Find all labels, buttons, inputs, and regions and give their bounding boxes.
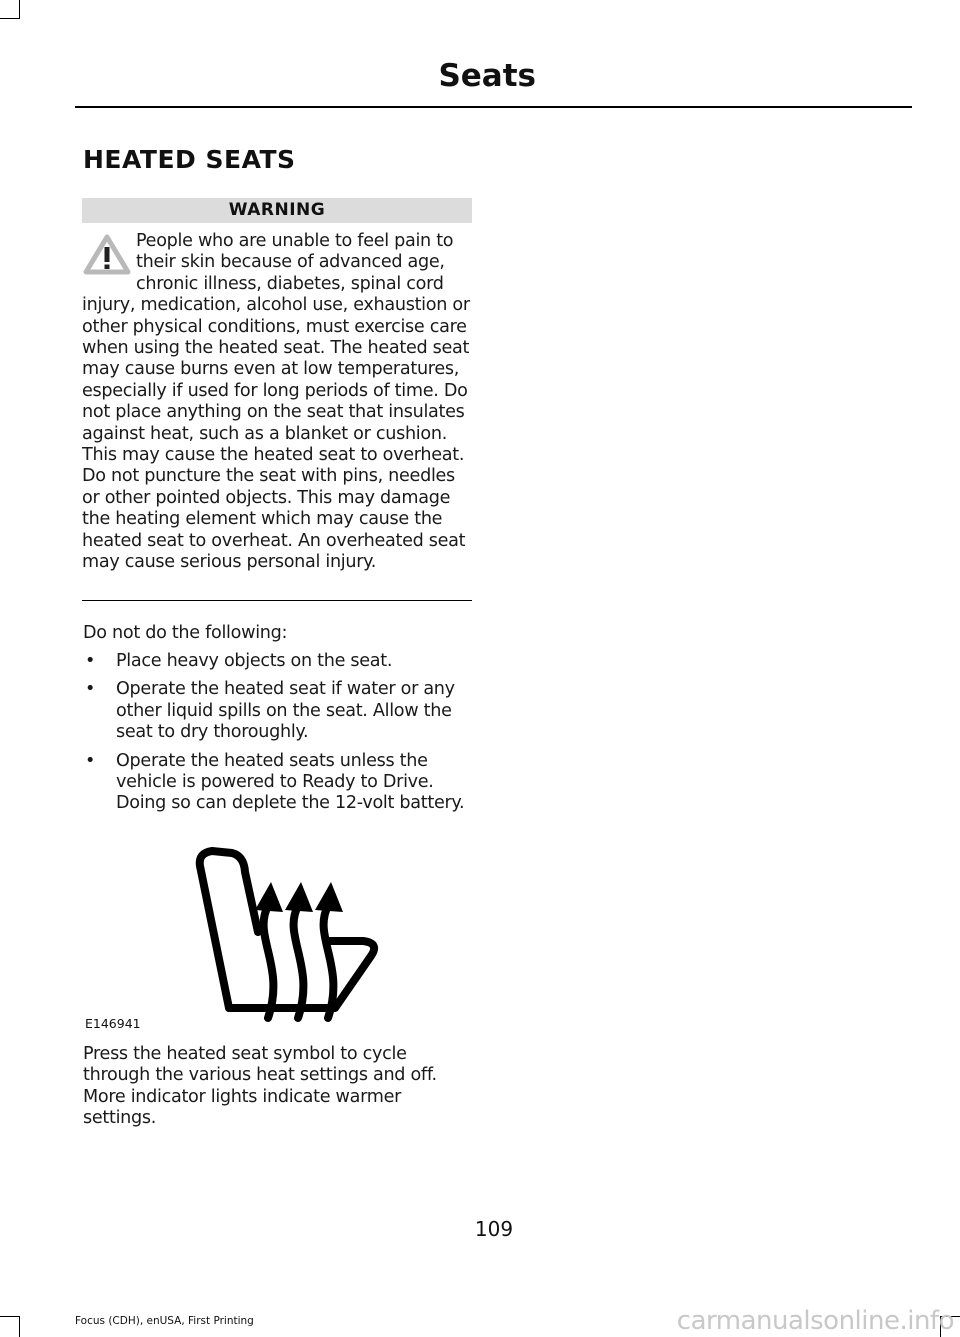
instruction-text: Press the heated seat symbol to cycle through the various heat settings and off. More indicator lights indicate warmer settings. [83, 1044, 437, 1129]
list-item-text: Place heavy objects on the seat. [116, 651, 393, 671]
do-not-list [83, 651, 475, 822]
figure-code: E146941 [85, 1016, 141, 1031]
page-header-title: Seats [438, 58, 536, 94]
crop-mark [19, 1316, 20, 1337]
heated-seat-figure [82, 844, 402, 1034]
header-rule [75, 106, 912, 108]
list-item-text: Operate the heated seats unless the vehicle is powered to Ready to Drive. Doing so can deplete the 12-volt battery. [116, 750, 465, 814]
warning-divider [82, 600, 472, 601]
list-item [83, 651, 475, 672]
bullet-marker: • [85, 679, 96, 700]
intro-text: Do not do the following: [83, 623, 288, 643]
warning-text: People who are unable to feel pain to their skin because of advanced age, chronic illness, diabetes, spinal cord injury, medication, alcohol use, exhaustion or other physical conditions, must exercise care when using the heated seat. The heated seat may cause burns even at low temperatures, especially if used for long periods of time. Do not place anything on the seat that insulates against heat, such as a blanket or cushion. This may cause the heated seat to overheat. Do not puncture the seat with pins, needles or other pointed objects. This may damage the heating element which may cause the heated seat to overheat. An overheated seat may cause serious personal injury. [82, 231, 470, 573]
crop-mark [0, 1316, 20, 1317]
bullet-marker: • [85, 651, 96, 671]
list-item [83, 751, 475, 815]
footer-text: Focus (CDH), enUSA, First Printing [75, 1315, 254, 1327]
list-item [83, 679, 475, 743]
watermark: carmanualsonline.info [676, 1306, 954, 1336]
section-heading: HEATED SEATS [83, 145, 296, 174]
heated-seat-icon [82, 844, 402, 1034]
list-item-text: Operate the heated seat if water or any other liquid spills on the seat. Allow the seat to dry thoroughly. [116, 679, 455, 743]
warning-label: WARNING [82, 198, 472, 223]
crop-mark [0, 18, 20, 19]
bullet-marker: • [85, 750, 96, 771]
crop-mark [19, 0, 20, 18]
page-number: 109 [474, 1217, 514, 1241]
